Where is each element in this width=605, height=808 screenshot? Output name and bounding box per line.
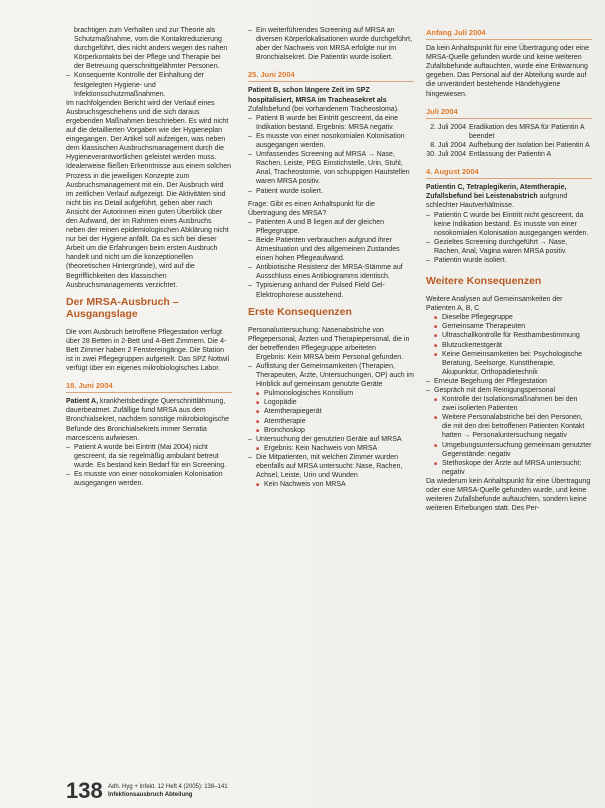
body-text: Weitere Analysen auf Gemeinsamkeiten der Patienten A, B, C <box>426 296 563 313</box>
section-heading: Der MRSA-Ausbruch – Ausgangslage <box>66 295 179 320</box>
sub-item: ■ Atemtherapie <box>248 417 414 426</box>
event-date: 25. Juni 2004 <box>248 70 414 82</box>
sub-item: ■ Kontrolle der Isolationsmaßnahmen bei den zwei isolierten Patienten <box>426 395 592 413</box>
list-item: – Es musste von einer nosokomialen Kolonisation ausgegangen werden. <box>248 132 414 150</box>
column-middle <box>248 26 414 489</box>
table-row <box>426 141 592 150</box>
list-item: – Patient wurde isoliert. <box>248 187 414 196</box>
date-cell: 30. Juli 2004 <box>426 151 466 159</box>
event-date: 18. Juni 2004 <box>66 381 232 393</box>
list-item: – Antibiotische Resistenz der MRSA-Stämme auf Ausschluss eines Antibiogramms identisch. <box>248 263 414 281</box>
event-head: Patient A, <box>66 398 99 406</box>
sub-item: ■ Pulmonologisches Konsilium <box>248 389 414 398</box>
list-item: – Untersuchung der genutzten Geräte auf MRSA <box>248 435 414 444</box>
list-item: – Gezieltes Screening durchgeführt → Nase, Rachen, Anal, Vagina waren MRSA positiv. <box>426 238 592 256</box>
sub-item: ■ Bronchoskop <box>248 426 414 435</box>
list-item: – Patientin C wurde bei Eintritt nicht gescreent, da keine Indikation bestand. Es musste von einer nosokomialen Kolonisation ausgegangen werden. <box>426 211 592 238</box>
sub-item: ■ Ultraschallkontrolle für Restharnbestimmung <box>426 331 592 340</box>
body-text: Im nachfolgenden Bericht wird der Verlauf eines Ausbruchsgeschehens und die sich daraus ergebenden Maßnahmen beschrieben. Es wird nicht auf die detaillierten Vorgaben wie der Hygieneplan eingegangen. Der Artikel soll aufzeigen, was neben dem klassischen Ausbruchsmanagement durch die Hygieneverantwortlichen geleistet werden muss. Idealerweise fließen Erkenntnisse aus einem solchen Prozess in die jeweiligen Konzepte zum Ausbruchsmanagement mit ein. Der Ausbruch wird im zeitlichen Verlauf aufgezeigt. Die Aktivitäten sind nicht bis ins Detail aufgeführt, geben aber nach Ansicht der Autorinnen einen guten Überblick über den Aufwand, der im Rahmen eines Ausbruchs neben der reinen epidemiologischen Abklärung nicht nur bei der Hygiene anfällt. Da es sich bei dieser Arbeit um die Erfahrungen beim ersten Ausbruch handelt und nicht um die konzeptionellen (theoretischen Hintergründe), wird auf die Begrifflichkeiten des klassischen Ausbruchsmanagements verzichtet. <box>66 99 231 289</box>
event-intro: aufgrund schlechter Hautverhältnisse. <box>426 193 568 210</box>
body-text: Personaluntersuchung: Nasenabstriche von Pflegepersonal, Ärzten und Therapiepersonal, die in der betreffenden Pflegegruppe arbeiteten <box>248 326 410 352</box>
date-cell: 2. Juli 2004 <box>430 123 466 131</box>
event-head: Patientin C, Tetraplegikerin, Atemtherapie, Zufallsbefund bei Leistenabstrich <box>426 184 567 201</box>
event-date: Anfang Juli 2004 <box>426 28 592 40</box>
date-cell: 8. Juli 2004 <box>430 141 466 149</box>
sub-item: ■ Atemtherapiegerät <box>248 407 414 416</box>
list-item: – Patientin wurde isoliert. <box>426 256 592 265</box>
citation <box>108 783 228 799</box>
sub-item: ■ Umgebungsuntersuchung gemeinsam genutzter Gegenstände: negativ <box>426 441 592 459</box>
sub-item: ■ Stethoskope der Ärzte auf MRSA untersucht: negativ <box>426 459 592 477</box>
sub-item: ■ Keine Gemeinsamkeiten bei: Psychologische Beratung, Seelsorge, Kunsttherapie, Akupunktur, Orthopädietechnik <box>426 350 592 377</box>
column-left <box>66 26 232 488</box>
result: Ergebnis: Kein MRSA beim Personal gefunden. <box>256 353 404 361</box>
event-date: Juli 2004 <box>426 107 592 119</box>
body-text: Die vom Ausbruch betroffene Pflegestation verfügt über 28 Betten in 2-Bett und 4-Bett Zimmern. Die 4-Bett Zimmer haben 2 Fenstereingänge. Die Station ist in zwei Pflegegruppen aufgeteilt. Das SPZ Nottwil verfügt über ein eigenes mikrobiologisches Labor. <box>66 328 230 373</box>
list-item: – Die Mitpatienten, mit welchen Zimmer wurden ebenfalls auf MRSA untersucht: Nase, Rachen, Achsel, Leiste, Urin und Wunden <box>248 453 414 480</box>
text-cell: Aufhebung der Isolation bei Patientin A <box>469 141 590 149</box>
sub-item: ■ Weitere Personalabstriche bei den Personen, die mit den drei betroffenen Patienten Kontakt hatten → Personaluntersuchung negativ <box>426 413 592 440</box>
event-head: Patient B, schon längere Zeit im SPZ hospitalisiert, MRSA im Tracheasekret als <box>248 87 387 104</box>
list-item: – Umfassendes Screening auf MRSA → Nase, Rachen, Leiste, PEG Einstichstelle, Urin, Stuhl, Anal, Tracheostomie, von schuppigen Hautstellen waren MRSA positiv. <box>248 150 414 186</box>
page-number: 138 <box>66 778 103 803</box>
result: ■ Ergebnis: Kein Nachweis von MRSA <box>248 444 414 453</box>
body-text: Da kein Anhaltspunkt für eine Übertragung oder eine MRSA-Quelle gefunden wurde und keine weiteren Zufallsbefunde auftauchten, wurde eine Entwarnung gegeben. Das Personal auf der Abteilung wurde auf die unverändert bestehende Händehygiene hingewiesen. <box>426 45 590 98</box>
list-item: – Konsequente Kontrolle der Einhaltung der festgelegten Hygiene- und Infektionsschutzmaßnahmen. <box>66 71 232 98</box>
table-row <box>426 123 592 141</box>
section-heading: Weitere Konsequenzen <box>426 275 542 288</box>
question: Frage: Gibt es einen Anhaltspunkt für die Übertragung des MRSA? <box>248 200 375 217</box>
section-heading: Erste Konsequenzen <box>248 305 352 318</box>
date-table <box>426 123 592 159</box>
text-cell: Eradikation des MRSA für Patientin A beendet <box>469 123 585 140</box>
body-text: Da wiederum kein Anhaltspunkt für eine Übertragung oder eine MRSA-Quelle gefunden wurde, und keine weiteren Zufallsbefunde auftauchten, sondern keine weiteren Erhebungen statt. Des Per- <box>426 477 591 513</box>
event-intro: krankheitsbedingte Querschnittlähmung, dauerbeatmet. Zufällige fund MRSA aus dem Bronchialsekret, nachdem sonstige mikrobiologische Befunde des Bronchialsekrets immer Serratia marcescens aufwiesen. <box>66 398 230 442</box>
list-item: – Gespräch mit dem Reinigungspersonal <box>426 386 592 395</box>
sub-item: ■ Blutzuckertestgerät <box>426 341 592 350</box>
list-item: – Patient B wurde bei Eintritt gescreent, da eine Indikation bestand. Ergebnis: MRSA negativ. <box>248 114 414 132</box>
table-row <box>426 150 592 159</box>
list-item: – Beide Patienten verbrauchen aufgrund ihrer Atmesituation und des allgemeinen Zustandes einen hohen Pflegeaufwand. <box>248 236 414 263</box>
list-item: – Auflistung der Gemeinsamkeiten (Therapien, Therapeuten, Ärzte, Untersuchungen, OP) auch im Hinblick auf gemeinsam genutzte Geräte <box>248 362 414 389</box>
list-item: – Ein weiterführendes Screening auf MRSA an diversen Körperlokalisationen wurde durchgeführt, aber der Nachweis von MRSA erfolgte nur im Bronchialsekret. Die Patientin wurde isoliert. <box>248 26 414 62</box>
result: ■ Kein Nachweis von MRSA <box>248 480 414 489</box>
event-intro: Zufallsbefund (bei vorhandenem Tracheostoma). <box>248 105 399 113</box>
citation-line: Infektionsausbruch Abteilung <box>108 792 193 798</box>
list-item: – Erneute Begehung der Pflegestation <box>426 377 592 386</box>
list-item: – Patient A wurde bei Eintritt (Mai 2004) nicht gescreent, da sie regelmäßig ambulant betreut wurde. Es bestand kein Bedarf für ein Screening. <box>66 443 232 470</box>
citation-line: Adh. Hyg + Infekt. 12 Heft 4 (2005): 138–141 <box>108 784 228 790</box>
sub-item: ■ Dieselbe Pflegegruppe <box>426 313 592 322</box>
paragraph: brachtigen zum Verhalten und zur Theorie als Schutzmaßnahme, vom die Kontaktreduzierung durchgeführt, dies nicht anders wegen des nahen Körperkontakts bei der Pflege und Therapie bei der Betreuung querschnittgelähmter Personen. <box>74 27 228 71</box>
text-cell: Entlassung der Patientin A <box>469 151 552 159</box>
list-item: – Es musste von einer nosokomialen Kolonisation ausgegangen werden. <box>66 470 232 488</box>
list-item: – Typisierung anhand der Pulsed Field Gel-Elektrophorese ausstehend. <box>248 281 414 299</box>
sub-item: ■ Logopädie <box>248 398 414 407</box>
list-item: – Patienten A und B liegen auf der gleichen Pflegegruppe. <box>248 218 414 236</box>
sub-item: ■ Gemeinsame Therapeuten <box>426 322 592 331</box>
column-right <box>426 26 592 513</box>
page-footer <box>66 778 406 802</box>
event-date: 4. August 2004 <box>426 167 592 179</box>
